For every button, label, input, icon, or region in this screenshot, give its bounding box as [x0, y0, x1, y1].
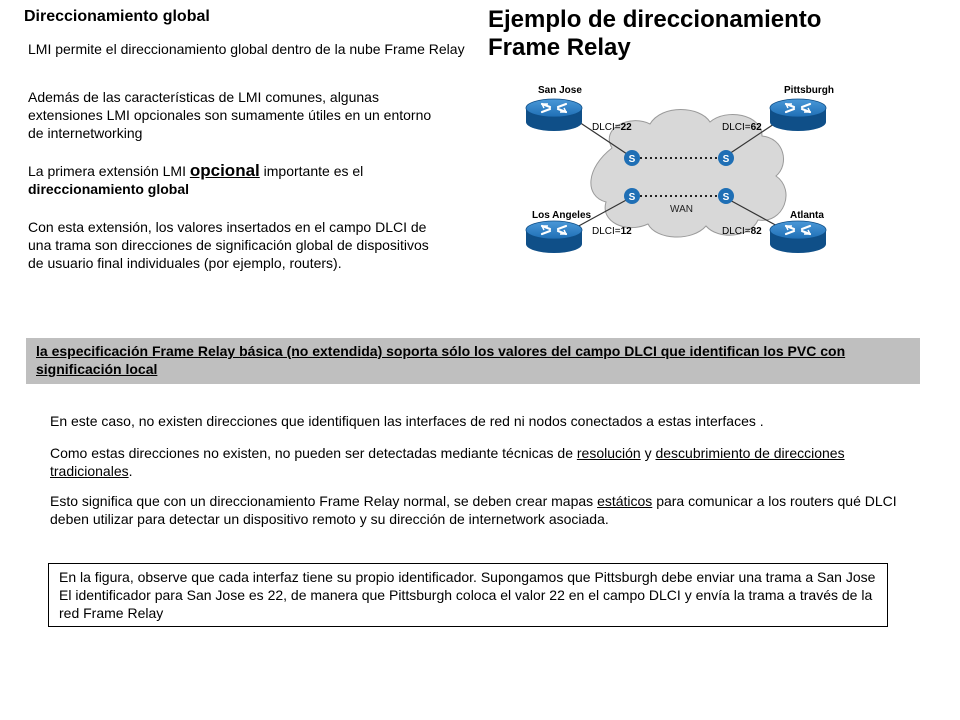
opcional-emphasis: opcional [189, 161, 260, 180]
text-static-maps: Esto significa que con un direccionamiento Frame Relay normal, se deben crear mapas [50, 493, 598, 509]
title-line-2: Frame Relay [488, 34, 631, 61]
switch-icon [624, 150, 640, 166]
text-and: y [640, 445, 656, 461]
dlci-los-angeles: DLCI=12 [592, 226, 632, 237]
dlci-pittsburgh: DLCI=62 [722, 122, 762, 133]
page-title [488, 6, 821, 62]
paragraph-extensions: Además de las características de LMI comunes, algunas extensiones LMI opcionales son sumamente útiles en un entorno de internetworking [28, 89, 432, 141]
section-heading: Direccionamiento global [24, 8, 210, 25]
text-period: . [128, 463, 133, 479]
paragraph-first-extension [28, 162, 448, 198]
router-icon-pittsburgh [770, 99, 826, 131]
global-addressing-term: direccionamiento global [28, 181, 190, 197]
frame-relay-diagram [500, 78, 850, 270]
paragraph-no-addresses: En este caso, no existen direcciones que identifiquen las interfaces de red ni nodos conectados a estas interfaces . [50, 413, 764, 429]
svg-text:S: S [722, 154, 730, 165]
router-name-los-angeles: Los Angeles [532, 210, 592, 221]
switch-icon [718, 150, 734, 166]
paragraph-lmi: LMI permite el direccionamiento global dentro de la nube Frame Relay [28, 41, 465, 57]
dlci-san-jose: DLCI=22 [592, 122, 632, 133]
router-name-atlanta: Atlanta [790, 210, 824, 221]
text-routers-dlci: para comunicar a los routers qué DLCI deben utilizar para detectar un dispositivo remoto y su dirección de internetwork asociada. [50, 493, 897, 527]
title-line-1: Ejemplo de direccionamiento [488, 6, 822, 33]
text-important: importante es el [259, 163, 364, 179]
router-icon-atlanta [770, 221, 826, 253]
svg-text:S: S [628, 154, 636, 165]
router-name-san-jose: San Jose [538, 85, 582, 96]
router-icon-san-jose [526, 99, 582, 131]
svg-text:S: S [722, 192, 730, 203]
router-icon-los-angeles [526, 221, 582, 253]
text-first-extension: La primera extensión LMI [28, 163, 190, 179]
paragraph-static-maps [50, 492, 900, 528]
link-descubrimiento[interactable]: descubrimiento de direcciones tradicionales [50, 445, 845, 479]
basic-spec-banner [26, 338, 920, 384]
router-name-pittsburgh: Pittsburgh [784, 85, 834, 96]
svg-text:S: S [628, 192, 636, 203]
switch-icon [624, 188, 640, 204]
paragraph-extension-values: Con esta extensión, los valores insertados en el campo DLCI de una trama son direcciones de significación global de dispositivos de usuario final individuales (por ejemplo, routers). [28, 219, 429, 271]
basic-spec-text: la especificación Frame Relay básica (no extendida) soporta sólo los valores del campo DLCI que identifican los PVC con significación local [36, 343, 846, 377]
switch-icon [718, 188, 734, 204]
paragraph-not-detected [50, 444, 900, 480]
link-resolucion[interactable]: resolución [576, 445, 641, 461]
text-not-detected: Como estas direcciones no existen, no pueden ser detectadas mediante técnicas de [50, 445, 577, 461]
link-estaticos[interactable]: estáticos [597, 493, 653, 509]
dlci-atlanta: DLCI=82 [722, 226, 762, 237]
wan-label: WAN [670, 204, 693, 215]
figure-note-box [48, 563, 888, 627]
figure-note-text: En la figura, observe que cada interfaz tiene su propio identificador. Supongamos que Pittsburgh debe enviar una trama a San Jose El identificador para San Jose es 22, de manera que Pittsburgh coloca el valor 22 en el campo DLCI y envía la trama a través de la red Frame Relay [59, 569, 876, 621]
